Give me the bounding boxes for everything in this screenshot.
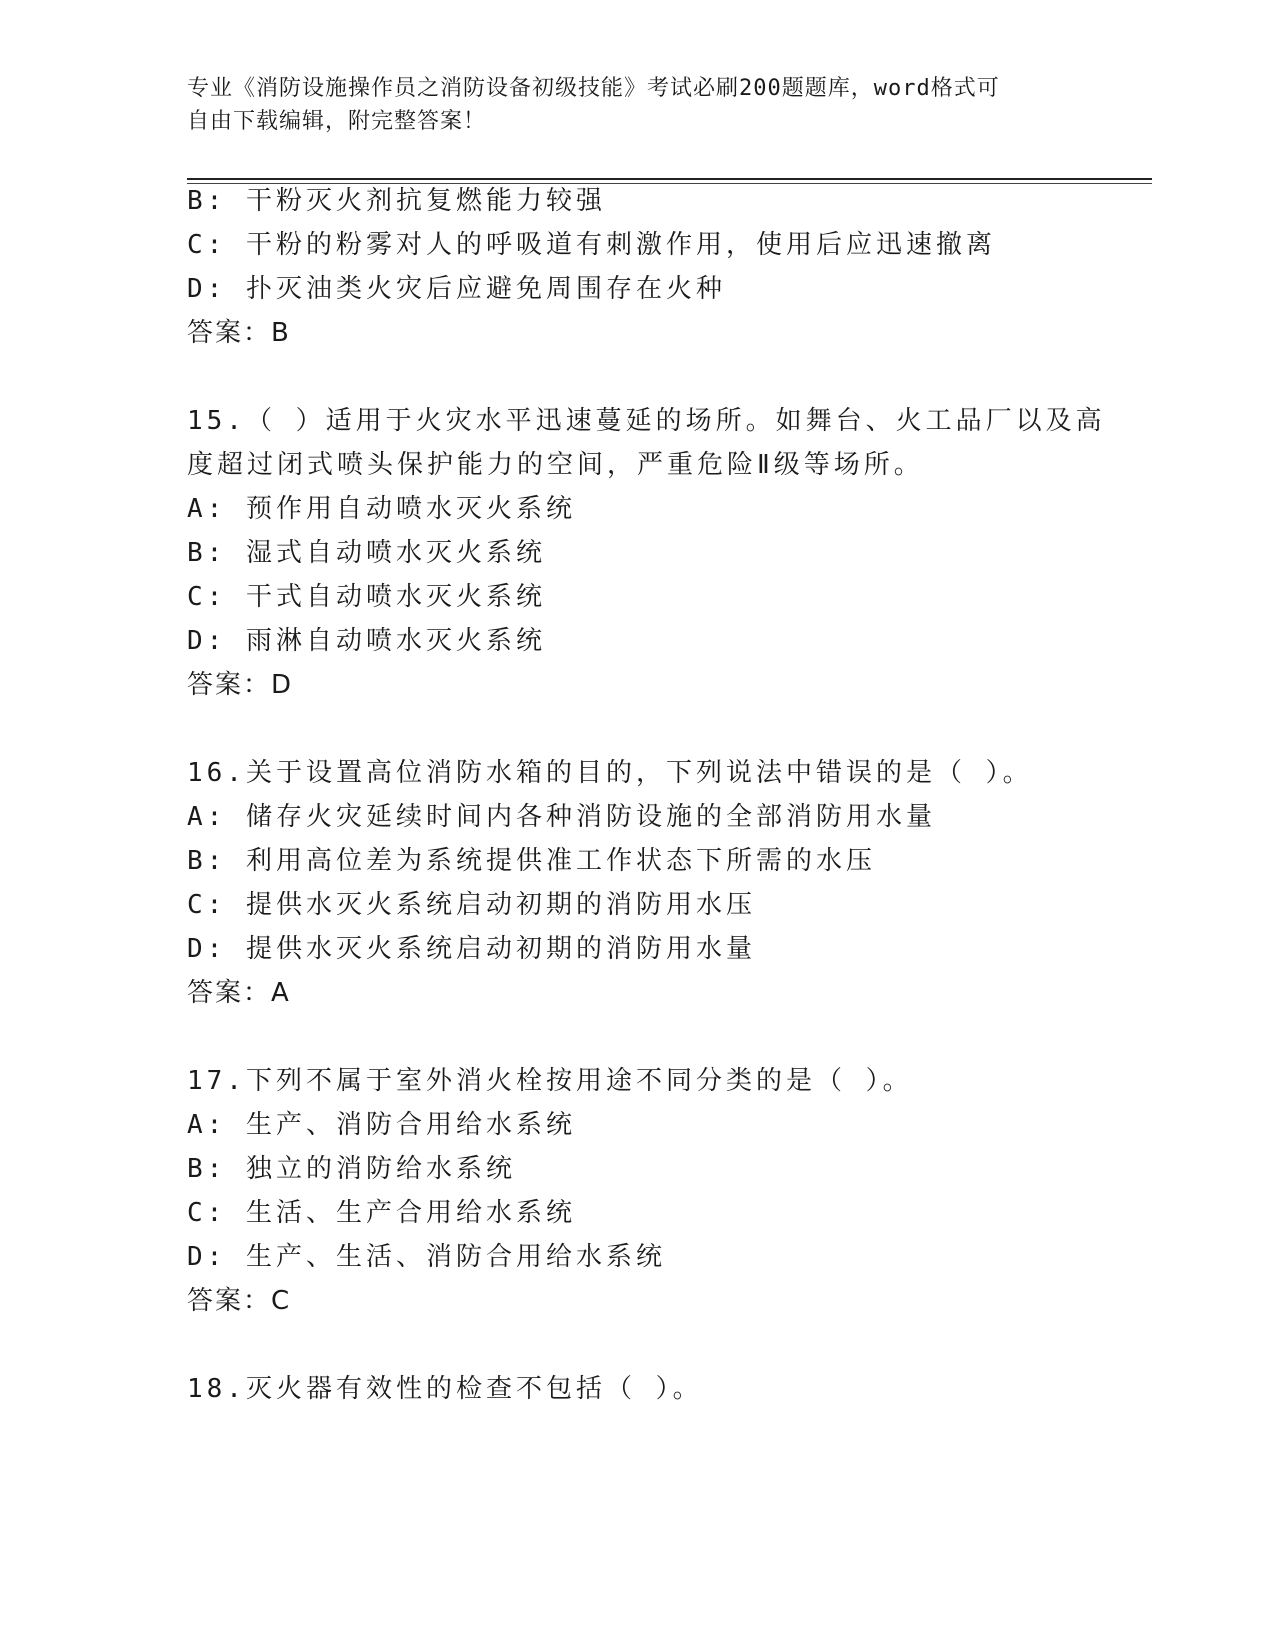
q16-stem: 16.关于设置高位消防水箱的目的，下列说法中错误的是（ ）。 <box>187 758 1033 788</box>
q15-option-b: B: 湿式自动喷水灭火系统 <box>187 538 546 568</box>
q18-stem: 18.灭火器有效性的检查不包括（ ）。 <box>187 1374 703 1404</box>
header-divider-thick <box>187 178 1152 180</box>
q14-option-c: C: 干粉的粉雾对人的呼吸道有刺激作用，使用后应迅速撤离 <box>187 230 996 260</box>
q15-answer: 答案：D <box>187 670 294 700</box>
document-header <box>187 72 1087 138</box>
q15-option-c: C: 干式自动喷水灭火系统 <box>187 582 546 612</box>
q16-option-c: C: 提供水灭火系统启动初期的消防用水压 <box>187 890 756 920</box>
header-line-2: 自由下载编辑，附完整答案！ <box>187 109 487 134</box>
q14-option-b: B: 干粉灭火剂抗复燃能力较强 <box>187 186 606 216</box>
q17-option-a: A: 生产、消防合用给水系统 <box>187 1110 576 1140</box>
q17-option-d: D: 生产、生活、消防合用给水系统 <box>187 1242 666 1272</box>
q17-option-c: C: 生活、生产合用给水系统 <box>187 1198 576 1228</box>
q16-answer: 答案：A <box>187 978 291 1008</box>
q15-option-d: D: 雨淋自动喷水灭火系统 <box>187 626 546 656</box>
q16-option-a: A: 储存火灾延续时间内各种消防设施的全部消防用水量 <box>187 802 936 832</box>
q17-stem: 17.下列不属于室外消火栓按用途不同分类的是（ ）。 <box>187 1066 913 1096</box>
q16-option-d: D: 提供水灭火系统启动初期的消防用水量 <box>187 934 756 964</box>
q14-answer: 答案：B <box>187 318 291 348</box>
header-line-1: 专业《消防设施操作员之消防设备初级技能》考试必刷200题题库，word格式可 <box>187 76 1000 101</box>
q16-option-b: B: 利用高位差为系统提供准工作状态下所需的水压 <box>187 846 876 876</box>
q14-option-d: D: 扑灭油类火灾后应避免周围存在火种 <box>187 274 726 304</box>
q17-answer: 答案：C <box>187 1286 292 1316</box>
q15-stem-line-1: 15.（ ）适用于火灾水平迅速蔓延的场所。如舞台、火工品厂以及高 <box>187 406 1106 436</box>
q15-stem-line-2: 度超过闭式喷头保护能力的空间，严重危险Ⅱ级等场所。 <box>187 450 924 480</box>
q15-option-a: A: 预作用自动喷水灭火系统 <box>187 494 576 524</box>
q17-option-b: B: 独立的消防给水系统 <box>187 1154 516 1184</box>
